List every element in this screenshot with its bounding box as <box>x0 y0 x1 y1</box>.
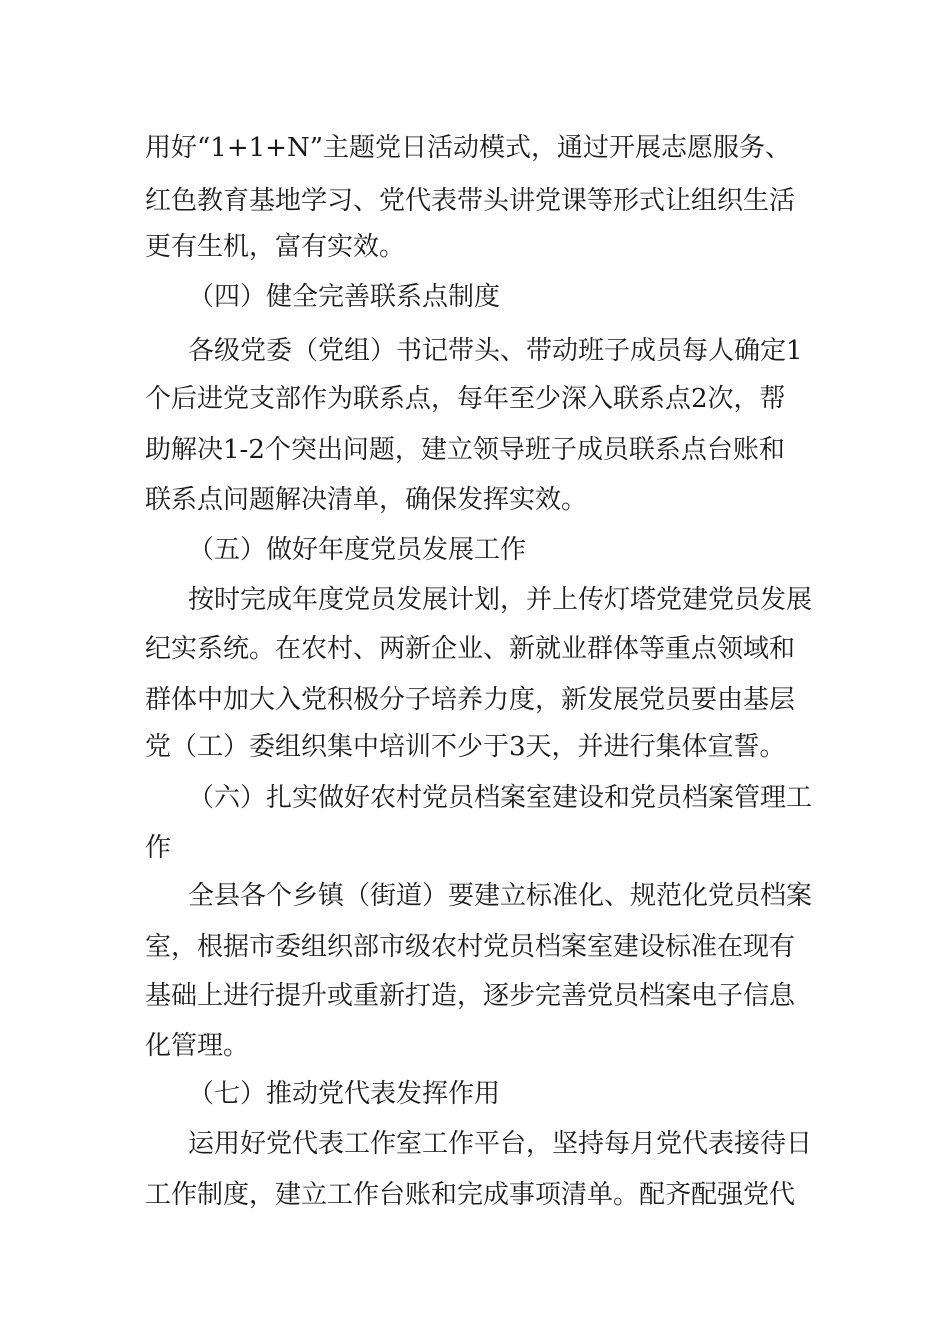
paragraph-line: 更有生机，富有实效。 <box>145 232 406 262</box>
section-heading-5: （五）做好年度党员发展工作 <box>188 535 527 565</box>
paragraph-line: 作 <box>145 833 172 863</box>
paragraph-line: 基础上进行提升或重新打造，逐步完善党员档案电子信息 <box>145 981 796 1011</box>
paragraph-line: 全县各个乡镇（街道）要建立标准化、规范化党员档案 <box>188 881 813 911</box>
paragraph-line: 党（工）委组织集中培训不少于3天，并进行集体宣誓。 <box>145 732 786 762</box>
paragraph-line: 助解决1-2个突出问题，建立领导班子成员联系点台账和 <box>145 435 785 465</box>
paragraph-line: 个后进党支部作为联系点，每年至少深入联系点2次，帮 <box>145 384 786 414</box>
paragraph-line: 用好“1+1+N”主题党日活动模式，通过开展志愿服务、 <box>145 133 791 163</box>
paragraph-line: 红色教育基地学习、党代表带头讲党课等形式让组织生活 <box>145 186 796 216</box>
paragraph-line: 各级党委（党组）书记带头、带动班子成员每人确定1 <box>188 336 803 366</box>
paragraph-line: 联系点问题解决清单，确保发挥实效。 <box>145 485 588 515</box>
paragraph-line: 运用好党代表工作室工作平台，坚持每月党代表接待日 <box>188 1129 813 1159</box>
section-heading-6: （六）扎实做好农村党员档案室建设和党员档案管理工 <box>188 783 813 813</box>
paragraph-line: 室，根据市委组织部市级农村党员档案室建设标准在现有 <box>145 932 796 962</box>
paragraph-line: 工作制度，建立工作台账和完成事项清单。配齐配强党代 <box>145 1180 796 1210</box>
paragraph-line: 按时完成年度党员发展计划，并上传灯塔党建党员发展 <box>188 585 813 615</box>
section-heading-7: （七）推动党代表发挥作用 <box>188 1079 501 1109</box>
paragraph-line: 群体中加大入党积极分子培养力度，新发展党员要由基层 <box>145 685 796 715</box>
section-heading-4: （四）健全完善联系点制度 <box>188 282 501 312</box>
paragraph-line: 化管理。 <box>145 1031 250 1061</box>
paragraph-line: 纪实系统。在农村、两新企业、新就业群体等重点领域和 <box>145 634 796 664</box>
